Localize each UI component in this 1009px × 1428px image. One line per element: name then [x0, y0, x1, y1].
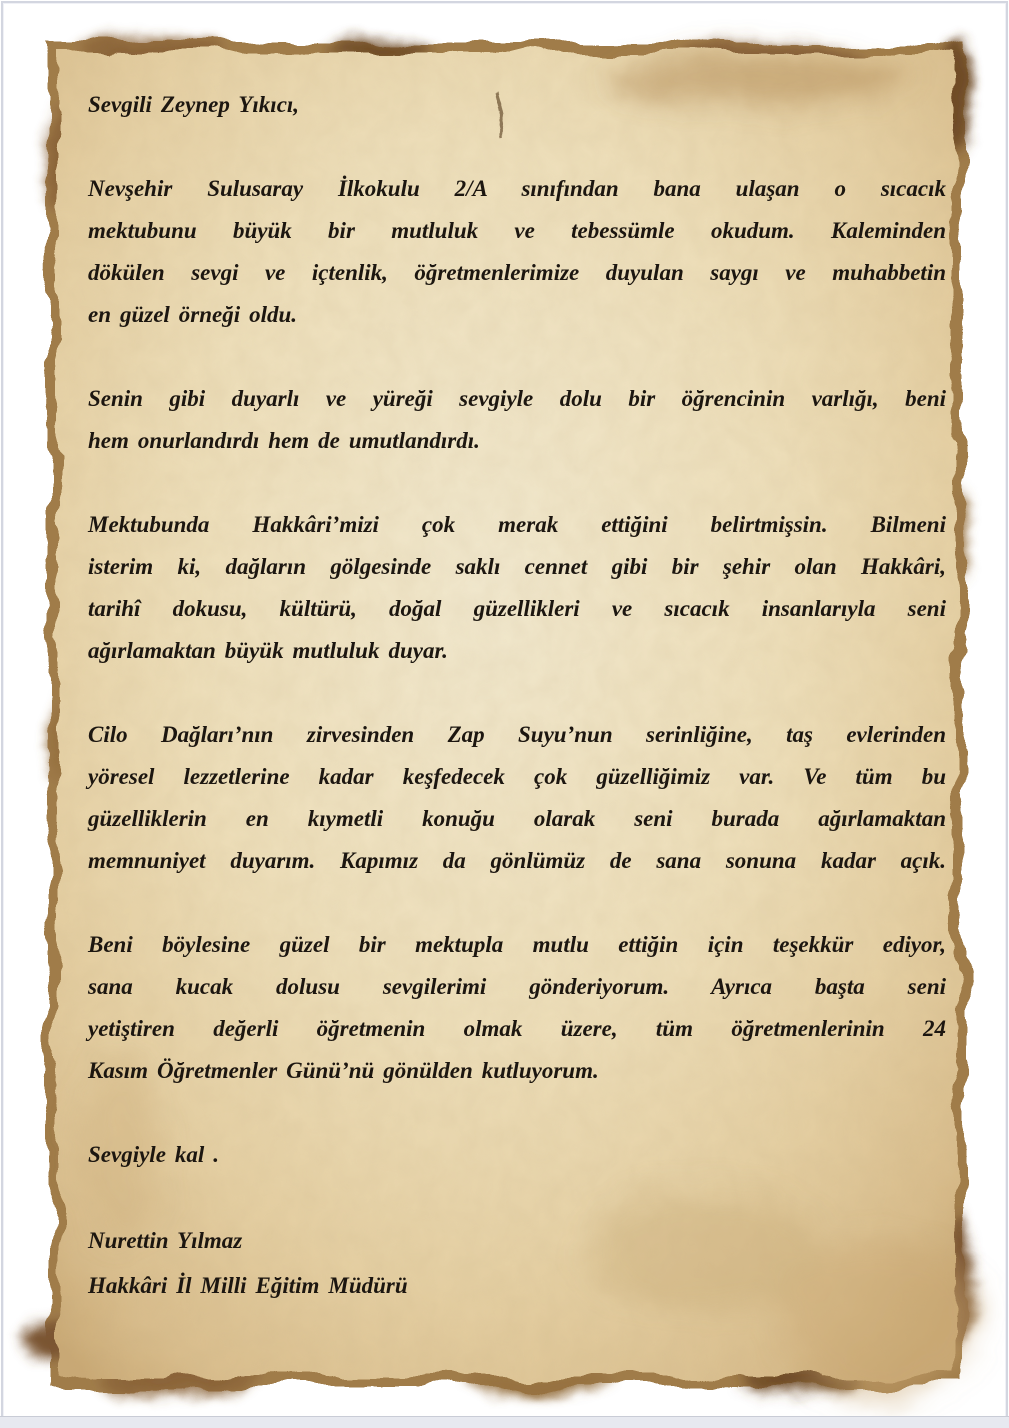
- paragraph-line: Beni böylesine güzel bir mektupla mutlu ettiğin için teşekkür ediyor,: [88, 932, 946, 957]
- signature-block: [88, 1218, 946, 1308]
- paragraph-2: [88, 378, 946, 462]
- paragraph-line: yetiştiren değerli öğretmenin olmak üzere, tüm öğretmenlerinin 24: [88, 1016, 946, 1041]
- paragraph-line: güzelliklerin en kıymetli konuğu olarak seni burada ağırlamaktan: [88, 806, 946, 831]
- paragraph-line: dökülen sevgi ve içtenlik, öğretmenlerimize duyulan saygı ve muhabbetin: [88, 260, 946, 285]
- paragraph-line: yöresel lezzetlerine kadar keşfedecek çok güzelliğimiz var. Ve tüm bu: [88, 764, 946, 789]
- paragraph-4: [88, 714, 946, 882]
- paragraph-line: hem onurlandırdı hem de umutlandırdı.: [88, 428, 480, 453]
- paragraph-1: [88, 168, 946, 336]
- letter-body: [88, 84, 946, 1308]
- paragraph-line: Senin gibi duyarlı ve yüreği sevgiyle dolu bir öğrencinin varlığı, beni: [88, 386, 946, 411]
- paragraph-line: tarihî dokusu, kültürü, doğal güzellikleri ve sıcacık insanlarıyla seni: [88, 596, 946, 621]
- paragraph-line: Cilo Dağları’nın zirvesinden Zap Suyu’nun serinliğine, taş evlerinden: [88, 722, 946, 747]
- paragraph-line: sana kucak dolusu sevgilerimi gönderiyorum. Ayrıca başta seni: [88, 974, 946, 999]
- paragraph-line: en güzel örneği oldu.: [88, 302, 298, 327]
- paragraph-line: mektubunu büyük bir mutluluk ve tebessümle okudum. Kaleminden: [88, 218, 946, 243]
- paragraph-line: Mektubunda Hakkâri’mizi çok merak ettiğini belirtmişsin. Bilmeni: [88, 512, 946, 537]
- paragraph-line: Kasım Öğretmenler Günü’nü gönülden kutluyorum.: [88, 1058, 599, 1083]
- paragraph-3: [88, 504, 946, 672]
- closing: Sevgiyle kal .: [88, 1142, 219, 1167]
- signature-name: Nurettin Yılmaz: [88, 1228, 243, 1253]
- frame-bottom-band: [0, 1416, 1009, 1428]
- paragraph-5: [88, 924, 946, 1092]
- paragraph-line: memnuniyet duyarım. Kapımız da gönlümüz de sana sonuna kadar açık.: [88, 848, 946, 873]
- paragraph-line: isterim ki, dağların gölgesinde saklı cennet gibi bir şehir olan Hakkâri,: [88, 554, 946, 579]
- signature-title: Hakkâri İl Milli Eğitim Müdürü: [88, 1273, 408, 1298]
- paragraph-line: Nevşehir Sulusaray İlkokulu 2/A sınıfından bana ulaşan o sıcacık: [88, 176, 946, 201]
- salutation: Sevgili Zeynep Yıkıcı,: [88, 92, 300, 117]
- paragraph-line: ağırlamaktan büyük mutluluk duyar.: [88, 638, 448, 663]
